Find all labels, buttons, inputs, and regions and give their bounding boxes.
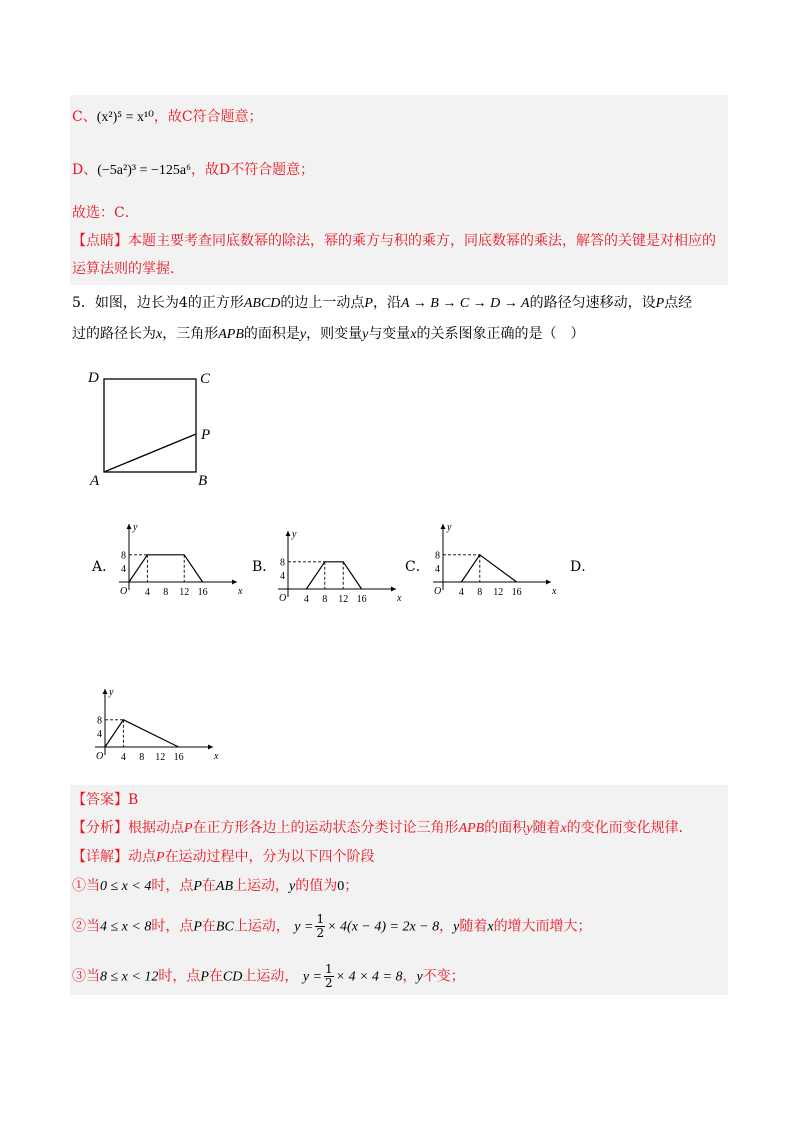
option-d-label: D． <box>570 559 596 575</box>
comment-tag: 【点睛】 <box>72 233 128 249</box>
x-tick-label: 4 <box>120 752 126 763</box>
x-tick-label: 12 <box>179 587 190 598</box>
y-axis-arrow <box>127 524 132 529</box>
y-tick-label: 8 <box>435 550 440 562</box>
x-tick-label: 4 <box>144 587 150 598</box>
comment-line-1: 【点睛】本题主要考查同底数幂的除法，幂的乘方与积的乘方，同底数幂的乘法，解答的关键是对相应的 <box>72 233 716 249</box>
x-tick-label: 8 <box>163 587 169 598</box>
segment-ap <box>104 434 196 472</box>
origin-label: O <box>279 593 287 604</box>
y-tick-label: 8 <box>97 715 102 727</box>
x-axis-label: x <box>552 586 557 597</box>
origin-label: O <box>96 751 104 762</box>
x-tick-label: 16 <box>173 752 184 763</box>
graph-line <box>129 555 203 582</box>
question-line-2: 过的路径长为x，三角形APB的面积是y，则变量y与变量x的关系图象正确的是（ ） <box>72 326 585 342</box>
y-tick-label: 8 <box>121 550 126 562</box>
graph-line <box>306 562 361 589</box>
analysis-line: 【分析】根据动点P在正方形各边上的运动状态分类讨论三角形APB的面积y随着x的变化而变化规律． <box>72 820 693 836</box>
x-axis-arrow <box>546 580 551 585</box>
x-tick-label: 4 <box>303 594 309 605</box>
square-abcd <box>104 379 196 472</box>
option-c-line: C、(x²)⁵ = x¹⁰，故C符合题意； <box>72 109 263 125</box>
origin-label: O <box>120 586 128 597</box>
answer-tag: 【答案】 <box>72 792 128 808</box>
option-a-graph <box>117 520 247 608</box>
square-figure <box>80 362 230 492</box>
x-tick-label: 16 <box>356 594 367 605</box>
vertex-b-label: B <box>198 473 208 489</box>
half-fraction: $\frac{1}{2}$ <box>325 962 333 990</box>
vertex-a-label: A <box>90 473 100 489</box>
option-c-graph <box>431 520 561 608</box>
graph-line <box>461 555 516 582</box>
x-axis-label: x <box>214 751 219 762</box>
stage-1-line: ①当0 ≤ x < 4时，点P在AB上运动，y的值为0； <box>72 878 359 894</box>
x-tick-label: 16 <box>511 587 522 598</box>
vertex-c-label: C <box>200 371 211 387</box>
answer-line <box>72 790 138 810</box>
x-axis-label: x <box>397 593 402 604</box>
x-axis-arrow <box>208 745 213 750</box>
detail-line: 【详解】动点P在运动过程中，分为以下四个阶段 <box>72 849 375 865</box>
y-axis-label: y <box>109 687 114 698</box>
x-axis-arrow <box>391 587 396 592</box>
y-tick-label: 4 <box>97 728 102 740</box>
question-line-1: 5．如图，边长为4的正方形ABCD的边上一动点P，沿A → B → C → D → A的路径匀速移动，设P点经 <box>72 295 693 311</box>
option-b-label: B． <box>252 559 277 575</box>
y-tick-label: 4 <box>435 563 440 575</box>
choose-line: 故选：C． <box>72 205 139 221</box>
x-axis-arrow <box>232 580 237 585</box>
option-d-formula: (−5a²)³ = −125a⁶ <box>97 163 191 178</box>
x-tick-label: 16 <box>197 587 208 598</box>
y-tick-label: 4 <box>121 563 126 575</box>
detail-tag: 【详解】 <box>72 849 128 865</box>
y-axis-arrow <box>286 531 291 536</box>
x-tick-label: 12 <box>338 594 349 605</box>
comment-line-2: 运算法则的掌握． <box>72 261 184 277</box>
option-d-graph <box>93 685 223 773</box>
option-a-label: A． <box>92 559 117 575</box>
y-axis-label: y <box>447 522 452 533</box>
y-axis-label: y <box>292 529 297 540</box>
x-tick-label: 8 <box>477 587 483 598</box>
option-b-graph <box>276 527 406 615</box>
point-p-label: P <box>201 427 211 443</box>
x-tick-label: 8 <box>139 752 145 763</box>
x-tick-label: 4 <box>458 587 464 598</box>
y-axis-arrow <box>103 689 108 694</box>
origin-label: O <box>434 586 442 597</box>
answer-value: B <box>128 792 139 808</box>
vertex-d-label: D <box>88 370 99 386</box>
stage-3-line: ③当8 ≤ x < 12时，点P在CD上运动， y = $\frac{1}{2}$ × 4 × 4 = 8，y不变； <box>72 962 465 990</box>
x-tick-label: 8 <box>322 594 328 605</box>
option-c-label: C． <box>405 559 430 575</box>
option-d-line: D、(−5a²)³ = −125a⁶，故D不符合题意； <box>72 162 315 178</box>
analysis-tag: 【分析】 <box>72 820 128 836</box>
y-tick-label: 4 <box>280 570 285 582</box>
x-tick-label: 12 <box>155 752 166 763</box>
x-axis-label: x <box>238 586 243 597</box>
graph-line <box>105 720 179 747</box>
y-axis-arrow <box>441 524 446 529</box>
y-axis-label: y <box>133 522 138 533</box>
option-c-formula: (x²)⁵ = x¹⁰ <box>96 110 154 125</box>
x-tick-label: 12 <box>493 587 504 598</box>
half-fraction: $\frac{1}{2}$ <box>316 912 325 940</box>
stage-2-line: ②当4 ≤ x < 8时，点P在BC上运动， y = $\frac{1}{2}$ × 4(x − 4) = 2x − 8，y随着x的增大而增大； <box>72 912 592 940</box>
y-tick-label: 8 <box>280 557 285 569</box>
